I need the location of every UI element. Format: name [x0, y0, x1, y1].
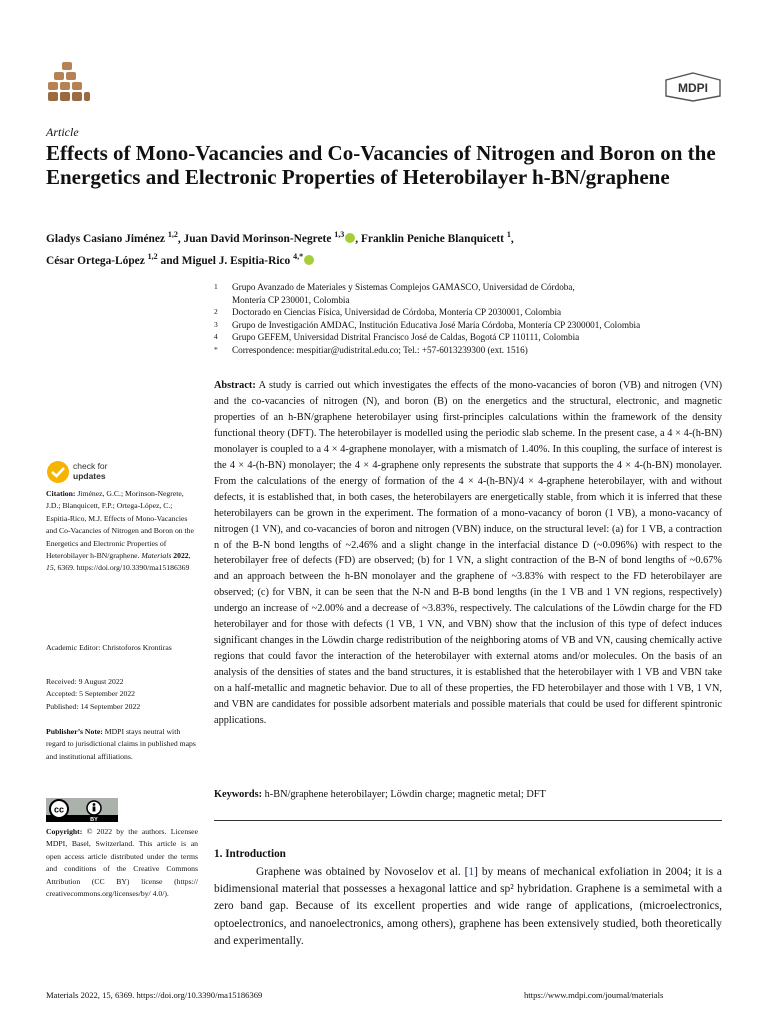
received-date: Received: 9 August 2022 [46, 677, 124, 686]
affiliation-text: Correspondence: mespitiar@udistrital.edu.co; Tel.: +57-6013239300 (ext. 1516) [232, 344, 528, 355]
accepted-date: Accepted: 5 September 2022 [46, 689, 136, 699]
pubnote-label: Publisher’s Note: [46, 727, 103, 736]
citation-label: Citation: [46, 489, 76, 498]
author-separator: and [157, 254, 182, 267]
author-name: Franklin Peniche Blanquicett [360, 232, 507, 245]
citation-text: Jiménez, G.C.; Morinson-Negrete, J.D.; Blanquicett, F.P.; Ortega-López, C.; Espitia-Rico, M.J. Effects of Mono-Vacancies and Co-Vacancies of Nitrogen and Boron on the Energetics and Electronic Properties of Heterobilayer h-BN/graphene. [46, 489, 194, 561]
journal-logo [46, 60, 92, 104]
orcid-icon[interactable] [345, 233, 355, 243]
check-icon [46, 460, 70, 484]
affiliation-text: Doctorado en Ciencias Física, Universidad de Córdoba, Montería CP 2030001, Colombia [232, 307, 562, 318]
affiliation-item [214, 344, 734, 357]
affiliation-number: 1 [214, 282, 218, 291]
footer-journal-url[interactable]: https://www.mdpi.com/journal/materials [524, 990, 664, 1000]
intro-text-after: ] by means of mechanical exfoliation in 2004; it is a bidimensional material that possesses a hexagonal lattice and sp² hybridation. Graphene is a semimetal with a zero band gap. Because of its excellent properties and wide range of applications, (microelectronics, optoelectronics, and nanoelectronics, among others), graphene has been extensively studied, both theoretically and experimentally. [214, 866, 722, 947]
affiliation-text: Grupo Avanzado de Materiales y Sistemas Complejos GAMASCO, Universidad de Córdoba, Montería CP 230001, Colombia [232, 282, 575, 305]
author-name: Gladys Casiano Jiménez [46, 232, 168, 245]
affiliation-text: Grupo de Investigación AMDAC, Institución Educativa José María Córdoba, Montería CP 2300001, Colombia [232, 319, 641, 330]
author-list [46, 226, 726, 270]
affiliation-item [214, 319, 734, 332]
pubnote-text: MDPI stays neutral with regard to jurisdictional claims in published maps and institutional affiliations. [46, 727, 196, 761]
affiliation-text: Grupo GEFEM, Universidad Distrital Francisco José de Caldas, Bogotá CP 110111, Colombia [232, 332, 580, 343]
affiliation-number: 4 [214, 332, 218, 342]
cc-label: cc [53, 804, 65, 815]
check-for-updates-badge[interactable] [46, 460, 126, 484]
svg-text:MDPI: MDPI [678, 81, 708, 95]
author-affiliation-sup: 4,* [293, 251, 304, 261]
check-updates-line2: updates [73, 471, 106, 481]
published-date: Published: 14 September 2022 [46, 701, 141, 711]
affiliation-number: 2 [214, 307, 218, 317]
citation-journal: Materials [141, 551, 172, 561]
affiliations [214, 281, 734, 357]
reference-link[interactable]: 1 [468, 866, 475, 878]
author-name: Juan David Morinson-Negrete [183, 232, 335, 245]
citation-doi[interactable]: , 6369. https://doi.org/10.3390/ma15186369 [53, 563, 190, 573]
author-affiliation-sup: 1,3 [334, 230, 345, 239]
dates-block [46, 676, 198, 713]
paper-title: Effects of Mono-Vacancies and Co-Vacancies of Nitrogen and Boron on the Energetics and Electronic Properties of Heterobilayer h-BN/graphene [46, 141, 716, 189]
author-name: César Ortega-López [46, 254, 148, 267]
author-separator: , [355, 232, 361, 245]
keywords-text: h-BN/graphene heterobilayer; Löwdin charge; magnetic metal; DFT [264, 789, 546, 800]
citation-volume: 15 [46, 563, 54, 573]
citation-year: 2022 [173, 551, 189, 561]
copyright-text: © 2022 by the authors. Licensee MDPI, Basel, Switzerland. This article is an open access article distributed under the terms and conditions of the Creative Commons Attribution (CC BY) license (https:// creativecommons.org/licenses/by/ 4.0/). [46, 827, 199, 899]
academic-editor: Academic Editor: Christoforos Krontiras [46, 643, 172, 652]
cc-by-text: BY [90, 817, 98, 822]
author-separator: , [177, 232, 184, 245]
author-affiliation-sup: 1,2 [167, 230, 178, 239]
intro-text-before: Graphene was obtained by Novoselov et al. [ [256, 866, 469, 878]
article-type: Article [46, 125, 79, 139]
keywords [214, 789, 722, 800]
cc-by-license-badge[interactable] [46, 798, 118, 822]
affiliation-number: * [214, 344, 218, 354]
section-heading: 1. Introduction [214, 848, 286, 860]
affiliation-number: 3 [214, 319, 218, 329]
author-separator: , [510, 232, 514, 245]
orcid-icon[interactable] [304, 255, 314, 265]
abstract [214, 378, 722, 729]
publishers-note [46, 726, 198, 763]
copyright-label: Copyright: [46, 827, 83, 836]
affiliation-item [214, 306, 734, 319]
check-updates-line1: check for [73, 461, 108, 471]
affiliation-item [214, 331, 734, 344]
affiliation-item [214, 281, 734, 306]
mdpi-logo [662, 72, 724, 102]
abstract-label: Abstract: [214, 380, 256, 391]
author-name: Miguel J. Espitia-Rico [181, 254, 294, 267]
copyright-block [46, 826, 198, 900]
footer-citation[interactable]: Materials 2022, 15, 6369. https://doi.org/10.3390/ma15186369 [46, 990, 263, 1000]
section-divider [214, 820, 722, 821]
author-affiliation-sup: 1,2 [147, 251, 158, 261]
citation-block: Citation: Jiménez, G.C.; Morinson-Negrete, J.D.; Blanquicett, F.P.; Ortega-López, C.; Espitia-Rico, M.J. Effects of Mono-Vacancies and Co-Vacancies of Nitrogen and Boron on the Energetics and Electronic Properties of Heterobilayer h-BN/graphene. Materials 2022, 15, 6369. https://doi.org/10.3390/ma15186369 [46, 489, 194, 573]
keywords-label: Keywords: [214, 789, 263, 800]
intro-paragraph [214, 864, 722, 950]
abstract-text: A study is carried out which investigates the effects of the mono-vacancies of boron (VB) and nitrogen (VN) and the co-vacancies of nitrogen (N), and boron (B) on the energetics and the structural, electronic, and magnetic properties of an h-BN/graphene heterobilayer using first-principles calculations within the framework of the density functional theory (DFT). The heterobilayer is modelled using the periodic slab scheme. In the present case, a 4 × 4-(h-BN) monolayer is coupled to a 4 × 4-graphene monolayer, with a mismatch of 1.40%. In this coupling, the surface of interest is the 4 × 4-(h-BN) monolayer; the 4 × 4-graphene only represents the substrate that supports the 4 × 4-(h-BN) monolayer. From the calculations of the energy of formation of the 4 × 4-(h-BN)/4 × 4-graphene heterobilayer, with and without defects, it is established that, in both cases, the heterobilayers are energetically stable, from which it is inferred that these heterobilayers can be grown in the experiment. The formation of a mono-vacancy of boron (1 VB), a mono-vacancy of nitrogen (1 VN), and co-vacancies of boron and nitrogen (VBN) induce, on the structural level: (a) for 1 VB, a contraction n of the B-N bond lengths of ~2.46% and a slight change in the interfacial distance D (~0.096%) with respect to the heterobilayer free of defects (FD) are observed; (b) for 1 VN, a slight contraction of the B-N of bond lengths of ~0.67% and an approach between the h-BN monolayer and the graphene of ~3.83% with respect to the FD heterobilayer are observed; (c) for VBN, it can be seen that the N-N and B-B bond lengths (in the 1 VB and 1 VN regions, respectively) undergo an increase of ~2.00% and a decrease of ~3.83%, respectively. The calculations of the Löwdin charge for the FD heterobilayer and for those with defects (1 VB, 1 VN, and VBN) show that the inclusion of this type of defect induces significant changes in the Löwdin charge redistribution of the neighboring atoms of VB and VN, causing chemically active regions that could favor the interaction of the heterobilayer with external atoms and/or molecules. On the basis of an analysis of the densities of states and the band structures, it is established that the heterobilayer with 1 VB and VBN take on a half-metallic and magnetic behavior. Due to all of these properties, the FD heterobilayer and those with 1 VB, 1 VN, and VBN are candidates for possible adsorbent materials and possible materials that could be used for different spintronic applications. [214, 380, 722, 727]
author-affiliation-sup: 1 [506, 230, 511, 239]
